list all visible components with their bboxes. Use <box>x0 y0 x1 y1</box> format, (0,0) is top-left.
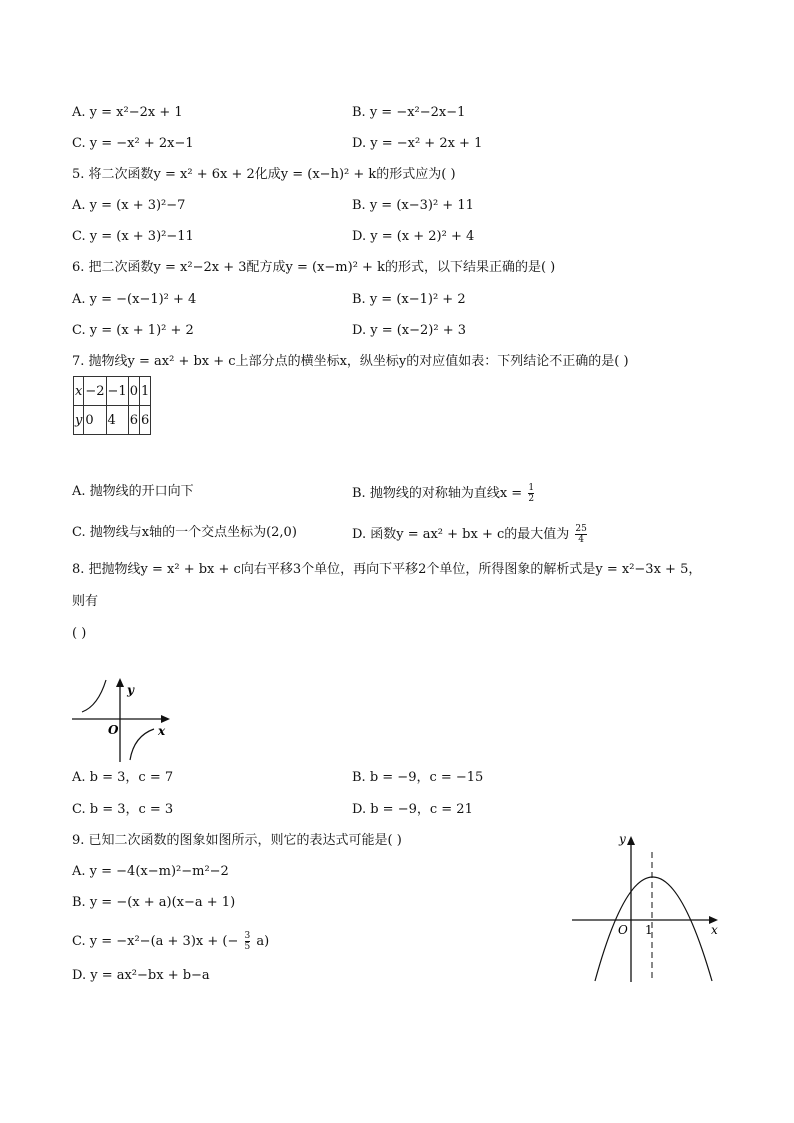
fraction <box>575 524 586 545</box>
fraction-numerator: 25 <box>575 524 587 534</box>
q9-option-a: A. y = −4(x−m)²−m²−2 <box>72 864 229 879</box>
q9-option-d: D. y = ax²−bx + b−a <box>72 968 210 983</box>
q8-hyperbola-graph <box>68 672 178 764</box>
x-axis-label: x <box>158 724 166 738</box>
q7-option-c: C. 抛物线与x轴的一个交点坐标为(2,0) <box>72 525 297 540</box>
q8-stem-line2: 则有 <box>72 594 99 609</box>
table-row <box>74 406 151 435</box>
q6-stem: 6. 把二次函数y = x²−2x + 3配方成y = (x−m)² + k的形式，以下结果正确的是( ) <box>72 260 556 275</box>
q8-option-a: A. b = 3，c = 7 <box>72 770 174 785</box>
q6-option-d: D. y = (x−2)² + 3 <box>352 323 467 338</box>
y-axis-arrow <box>116 678 124 687</box>
fraction-numerator: 3 <box>244 931 251 941</box>
table-cell: x <box>74 377 84 406</box>
q7-value-table <box>73 376 151 435</box>
table-cell: −2 <box>84 377 106 406</box>
fraction-numerator: 1 <box>528 483 535 493</box>
q5-option-c: C. y = (x + 3)²−11 <box>72 229 194 244</box>
q9-stem: 9. 已知二次函数的图象如图所示，则它的表达式可能是( ) <box>72 833 402 848</box>
hyperbola-branch-upper-left <box>82 680 106 712</box>
q9-parabola-graph <box>566 826 726 986</box>
table-cell: 1 <box>139 377 150 406</box>
q9-option-c-tail: a) <box>256 934 270 949</box>
fraction <box>528 483 534 504</box>
q7-option-d <box>352 524 587 545</box>
fraction-denominator: 4 <box>578 535 585 545</box>
q6-option-b: B. y = (x−1)² + 2 <box>352 292 466 307</box>
q8-option-c: C. b = 3，c = 3 <box>72 802 174 817</box>
q9-option-c <box>72 931 269 952</box>
tick-label-one: 1 <box>645 923 653 937</box>
y-axis-label: y <box>619 832 626 846</box>
origin-label: O <box>618 923 628 937</box>
q6-option-c: C. y = (x + 1)² + 2 <box>72 323 194 338</box>
q7-option-b <box>352 483 534 504</box>
q7-option-d-text: D. 函数y = ax² + bx + c的最大值为 <box>352 527 570 542</box>
q7-option-a: A. 抛物线的开口向下 <box>72 484 194 499</box>
y-axis-label: y <box>127 683 134 697</box>
q9-option-b: B. y = −(x + a)(x−a + 1) <box>72 895 236 910</box>
fraction-denominator: 5 <box>244 942 251 952</box>
parabola-curve <box>595 877 712 981</box>
q6-option-a: A. y = −(x−1)² + 4 <box>72 292 197 307</box>
q5-option-a: A. y = (x + 3)²−7 <box>72 198 186 213</box>
q4-option-c: C. y = −x² + 2x−1 <box>72 136 194 151</box>
fraction-denominator: 2 <box>528 494 535 504</box>
q4-option-d: D. y = −x² + 2x + 1 <box>352 136 483 151</box>
q4-option-b: B. y = −x²−2x−1 <box>352 105 466 120</box>
fraction <box>245 931 251 952</box>
q8-stem-line1: 8. 把抛物线y = x² + bx + c向右平移3个单位，再向下平移2个单位，所得图象的解析式是y = x²−3x + 5， <box>72 562 702 577</box>
q7-option-b-text: B. 抛物线的对称轴为直线x = <box>352 486 523 501</box>
hyperbola-branch-lower-right <box>130 729 154 760</box>
table-cell: −1 <box>106 377 128 406</box>
q5-stem: 5. 将二次函数y = x² + 6x + 2化成y = (x−h)² + k的形式应为( ) <box>72 167 456 182</box>
y-axis-arrow <box>627 836 635 845</box>
q7-stem: 7. 抛物线y = ax² + bx + c上部分点的横坐标x，纵坐标y的对应值如表：下列结论不正确的是( ) <box>72 354 629 369</box>
table-cell: y <box>74 406 84 435</box>
table-row <box>74 377 151 406</box>
table-cell: 6 <box>128 406 139 435</box>
q5-option-b: B. y = (x−3)² + 11 <box>352 198 474 213</box>
x-axis-label: x <box>711 923 718 937</box>
q8-option-d: D. b = −9，c = 21 <box>352 802 473 817</box>
q4-option-a: A. y = x²−2x + 1 <box>72 105 183 120</box>
q5-option-d: D. y = (x + 2)² + 4 <box>352 229 475 244</box>
table-cell: 0 <box>128 377 139 406</box>
q8-answer-paren: ( ) <box>72 626 87 641</box>
q9-option-c-text: C. y = −x²−(a + 3)x + (− <box>72 934 239 949</box>
x-axis-arrow <box>161 715 170 723</box>
origin-label: O <box>108 723 119 737</box>
table-cell: 6 <box>139 406 150 435</box>
table-cell: 0 <box>84 406 106 435</box>
q8-option-b: B. b = −9，c = −15 <box>352 770 484 785</box>
table-cell: 4 <box>106 406 128 435</box>
